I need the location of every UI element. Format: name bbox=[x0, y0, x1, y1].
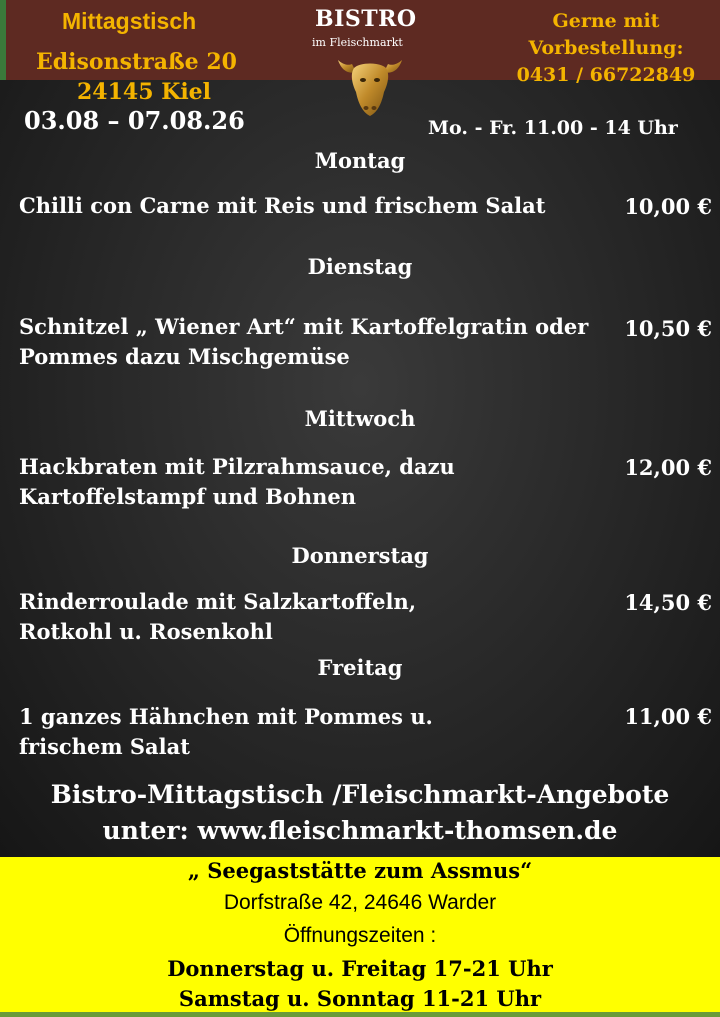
banner-hours-weekend: Samstag u. Sonntag 11-21 Uhr bbox=[178, 986, 542, 1011]
price-wednesday: 12,00 € bbox=[624, 455, 712, 480]
price-thursday: 14,50 € bbox=[624, 590, 712, 615]
dish-thursday: Rinderroulade mit Salzkartoffeln, Rotkohl u. Rosenkohl bbox=[19, 589, 417, 644]
day-heading-friday: Freitag bbox=[317, 655, 403, 680]
preorder-line1: Gerne mit bbox=[552, 10, 660, 32]
price-monday: 10,00 € bbox=[624, 194, 712, 219]
phone-number: 0431 / 66722849 bbox=[516, 64, 696, 86]
footer-website: unter: www.fleischmarkt-thomsen.de bbox=[102, 816, 618, 845]
banner-hours-label: Öffnungszeiten : bbox=[283, 924, 437, 947]
header-city: 24145 Kiel bbox=[77, 79, 212, 105]
bull-head-icon bbox=[334, 50, 406, 120]
price-friday: 11,00 € bbox=[624, 704, 712, 729]
header-edge-stripe bbox=[0, 0, 6, 80]
header-title: Mittagstisch bbox=[62, 8, 197, 34]
day-heading-wednesday: Mittwoch bbox=[304, 406, 416, 431]
banner-restaurant-name: „ Seegaststätte zum Assmus“ bbox=[187, 858, 533, 883]
logo-title: BISTRO bbox=[315, 6, 417, 32]
day-heading-tuesday: Dienstag bbox=[307, 254, 413, 279]
banner-address: Dorfstraße 42, 24646 Warder bbox=[223, 891, 497, 914]
dish-friday: 1 ganzes Hähnchen mit Pommes u. frischem Salat bbox=[19, 704, 433, 759]
header-address: Edisonstraße 20 bbox=[36, 49, 237, 75]
banner-hours-weekday: Donnerstag u. Freitag 17-21 Uhr bbox=[167, 956, 553, 981]
price-tuesday: 10,50 € bbox=[624, 316, 712, 341]
dish-tuesday: Schnitzel „ Wiener Art“ mit Kartoffelgratin oder Pommes dazu Mischgemüse bbox=[19, 314, 589, 369]
bottom-border bbox=[0, 1012, 720, 1017]
logo-subtitle: im Fleischmarkt bbox=[312, 36, 403, 49]
preorder-note bbox=[496, 8, 716, 89]
opening-hours: Mo. - Fr. 11.00 - 14 Uhr bbox=[428, 117, 678, 139]
day-heading-monday: Montag bbox=[314, 148, 406, 173]
footer-offers: Bistro-Mittagstisch /Fleischmarkt-Angebote bbox=[50, 780, 670, 809]
week-dates: 03.08 – 07.08.26 bbox=[24, 106, 245, 135]
dish-monday: Chilli con Carne mit Reis und frischem Salat bbox=[19, 193, 546, 218]
day-heading-thursday: Donnerstag bbox=[291, 543, 429, 568]
preorder-line2: Vorbestellung: bbox=[528, 37, 684, 59]
dish-wednesday: Hackbraten mit Pilzrahmsauce, dazu Kartoffelstampf und Bohnen bbox=[19, 454, 455, 509]
